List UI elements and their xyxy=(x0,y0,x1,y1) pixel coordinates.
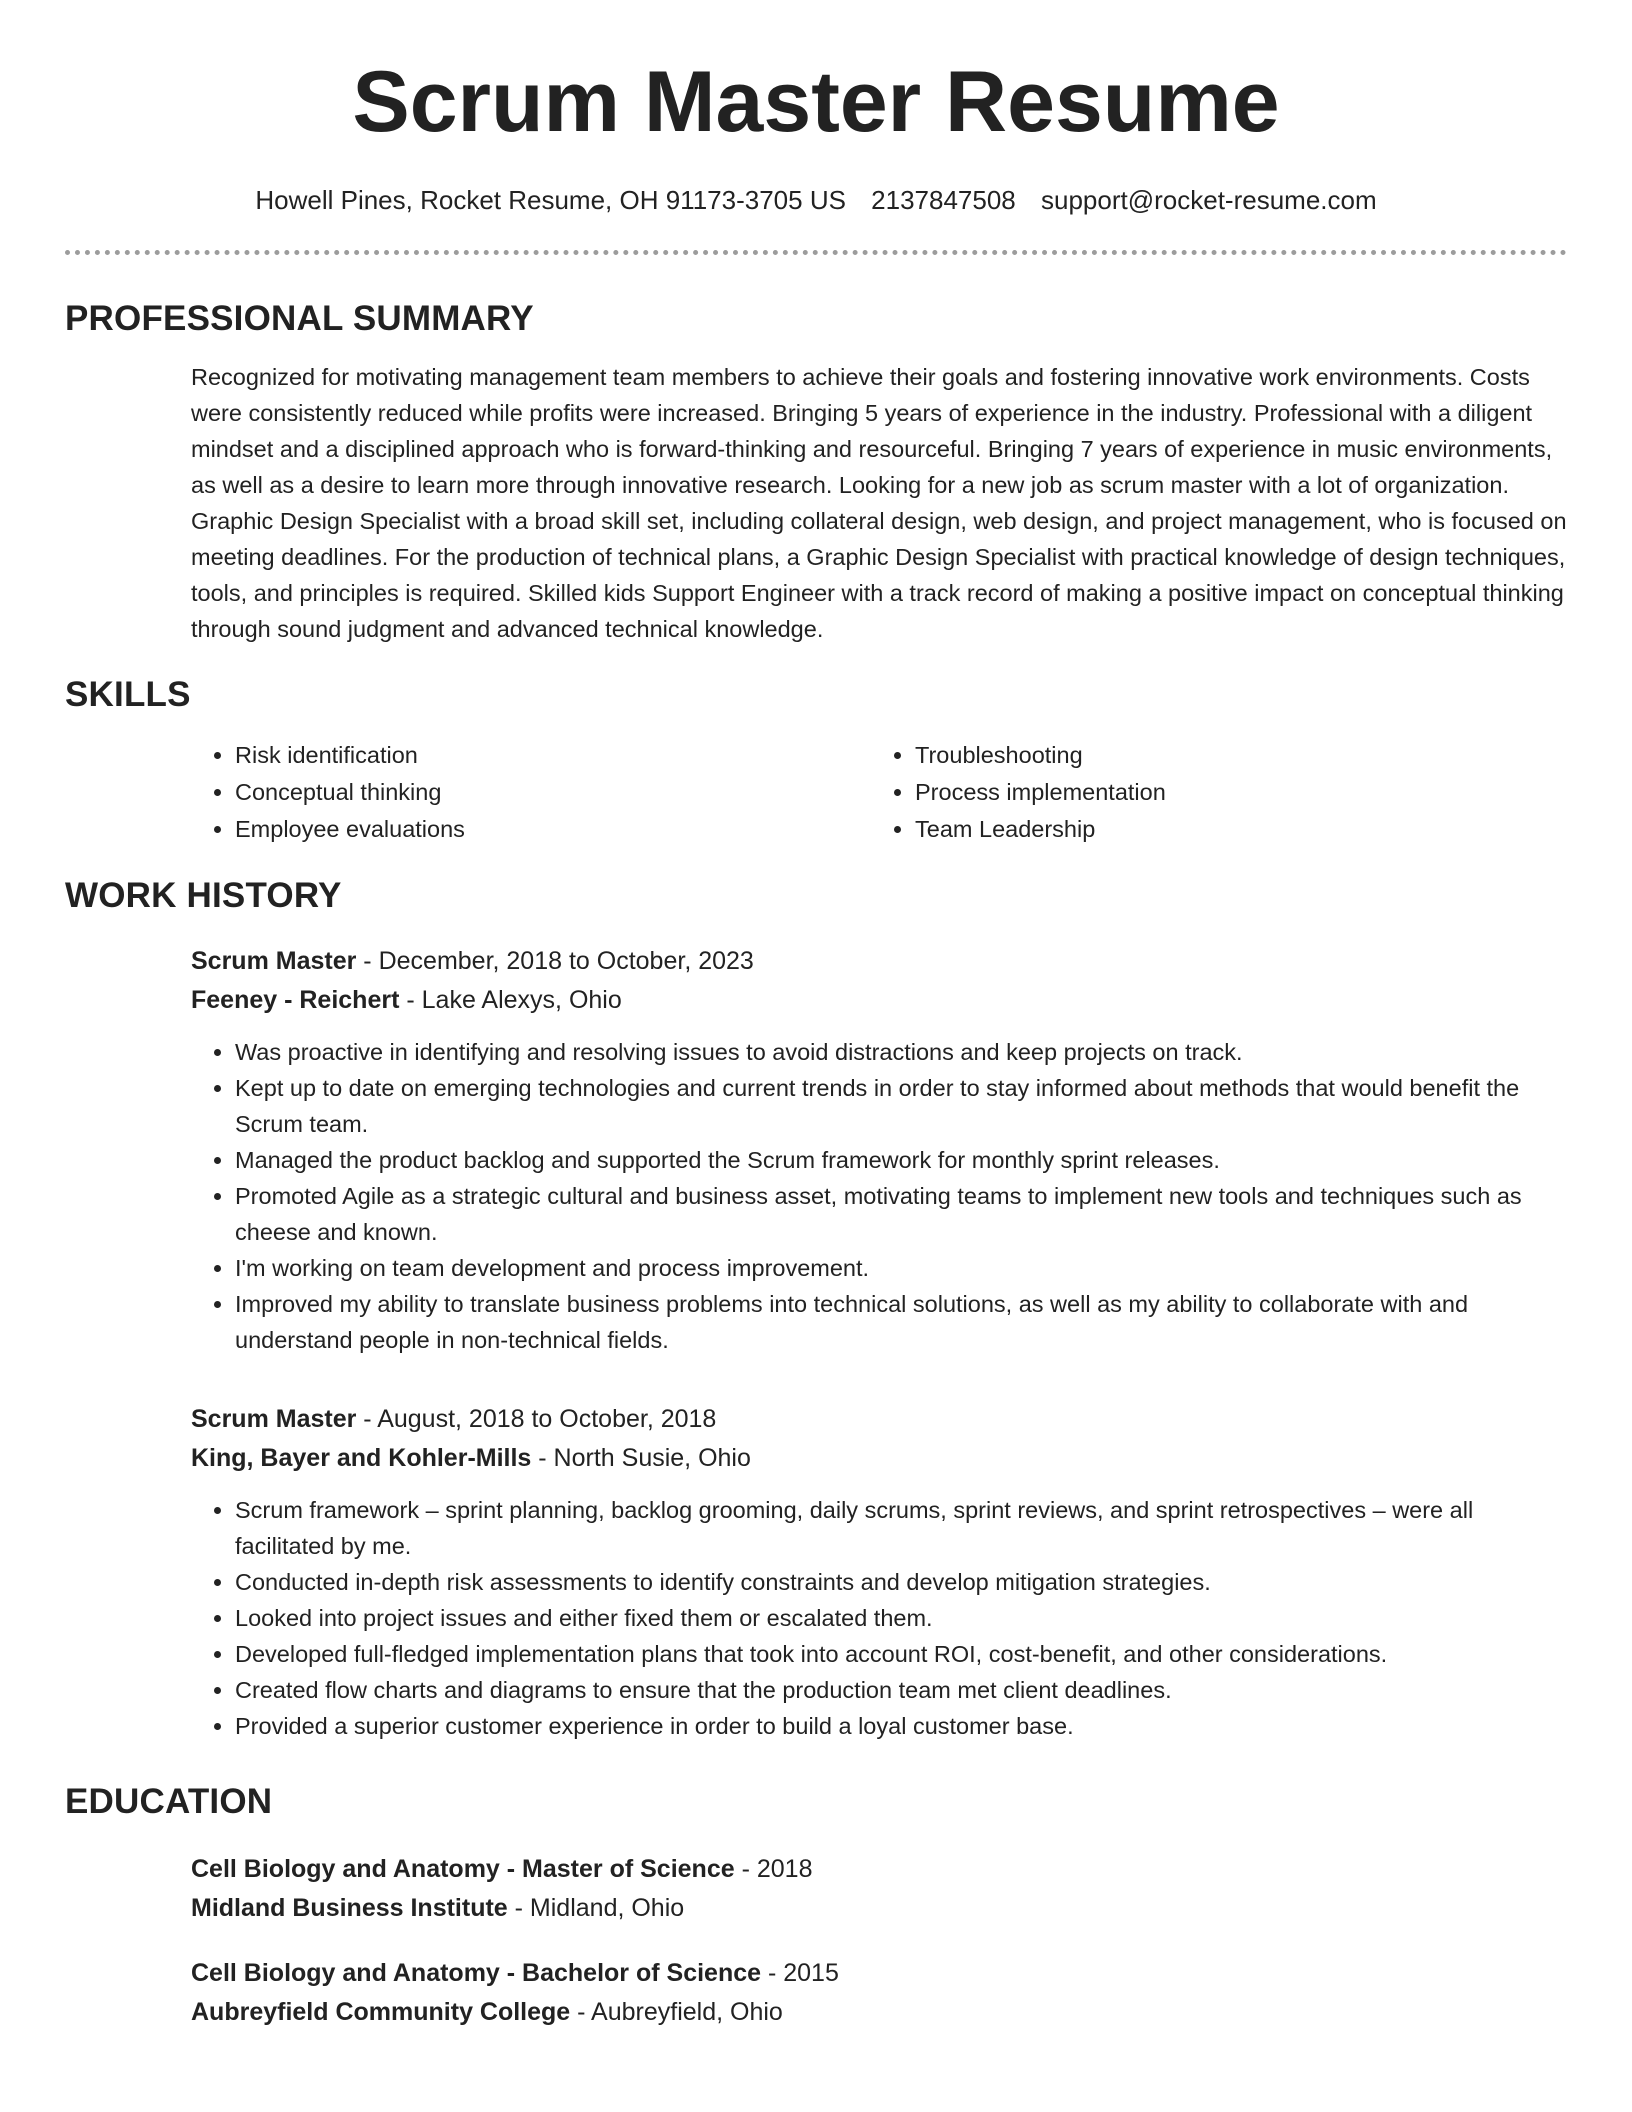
job-bullet: • Provided a superior customer experience in order to build a loyal customer base. xyxy=(235,1708,1567,1744)
job-bullet: • Promoted Agile as a strategic cultural and business asset, motivating teams to implement new tools and techniques such as cheese and known. xyxy=(235,1178,1567,1250)
skills-column-right xyxy=(871,737,1567,848)
education-heading: EDUCATION xyxy=(65,1782,273,1821)
skill-item: • Team Leadership xyxy=(915,811,1567,848)
school-line xyxy=(191,1993,1567,2032)
degree-line xyxy=(191,1850,1567,1889)
skill-item: • Risk identification xyxy=(235,737,871,774)
job-bullets xyxy=(191,1034,1567,1358)
summary-text: Recognized for motivating management team members to achieve their goals and fostering innovative work environments. Costs were consistently reduced while profits were increased. Bringing 5 years of experience in the industry. Professional with a diligent mindset and a disciplined approach who is forward-thinking and resourceful. Bringing 7 years of experience in music environments, as well as a desire to learn more through innovative research. Looking for a new job as scrum master with a lot of organization. Graphic Design Specialist with a broad skill set, including collateral design, web design, and project management, who is focused on meeting deadlines. For the production of technical plans, a Graphic Design Specialist with practical knowledge of design techniques, tools, and principles is required. Skilled kids Support Engineer with a track record of making a positive impact on conceptual thinking through sound judgment and advanced technical knowledge. xyxy=(191,364,1567,642)
school-name: Midland Business Institute xyxy=(191,1894,508,1922)
job-location: - Lake Alexys, Ohio xyxy=(399,986,622,1014)
job-entry xyxy=(191,942,1567,1358)
degree-year: - 2018 xyxy=(734,1855,813,1883)
job-bullet: • Improved my ability to translate business problems into technical solutions, as well as my ability to collaborate with and understand people in non-technical fields. xyxy=(235,1286,1567,1358)
skills-heading: SKILLS xyxy=(65,675,191,714)
degree-name: Cell Biology and Anatomy - Master of Science xyxy=(191,1855,735,1883)
job-company-line xyxy=(191,981,1567,1020)
job-title: Scrum Master xyxy=(191,1405,357,1433)
job-location: - North Susie, Ohio xyxy=(531,1444,751,1472)
job-company: Feeney - Reichert xyxy=(191,986,400,1014)
school-line xyxy=(191,1889,1567,1928)
job-dates: - December, 2018 to October, 2023 xyxy=(356,947,754,975)
summary-heading: PROFESSIONAL SUMMARY xyxy=(65,299,534,338)
skill-item: • Process implementation xyxy=(915,774,1567,811)
school-location: - Midland, Ohio xyxy=(507,1894,685,1922)
school-name: Aubreyfield Community College xyxy=(191,1998,571,2026)
skill-item: • Employee evaluations xyxy=(235,811,871,848)
job-title: Scrum Master xyxy=(191,947,357,975)
contact-line xyxy=(65,180,1567,220)
job-bullets xyxy=(191,1492,1567,1744)
skills-list xyxy=(65,737,1567,848)
education-entry xyxy=(191,1954,1567,2032)
job-bullet: • Developed full-fledged implementation plans that took into account ROI, cost-benefit, and other considerations. xyxy=(235,1636,1567,1672)
job-bullet: • Created flow charts and diagrams to ensure that the production team met client deadlines. xyxy=(235,1672,1567,1708)
education-section xyxy=(65,1850,1567,2032)
job-bullet: • Conducted in-depth risk assessments to identify constraints and develop mitigation strategies. xyxy=(235,1564,1567,1600)
job-entry xyxy=(191,1400,1567,1744)
degree-line xyxy=(191,1954,1567,1993)
job-bullet: • Looked into project issues and either fixed them or escalated them. xyxy=(235,1600,1567,1636)
school-location: - Aubreyfield, Ohio xyxy=(570,1998,783,2026)
contact-email: support@rocket-resume.com xyxy=(1041,185,1377,215)
contact-address: Howell Pines, Rocket Resume, OH 91173-3705 US xyxy=(255,185,846,215)
degree-year: - 2015 xyxy=(761,1959,839,1987)
job-bullet: • Managed the product backlog and supported the Scrum framework for monthly sprint releases. xyxy=(235,1142,1567,1178)
degree-name: Cell Biology and Anatomy - Bachelor of Science xyxy=(191,1959,762,1987)
job-dates: - August, 2018 to October, 2018 xyxy=(356,1405,717,1433)
job-title-line xyxy=(191,942,1567,981)
job-bullet: • Kept up to date on emerging technologies and current trends in order to stay informed about methods that would benefit the Scrum team. xyxy=(235,1070,1567,1142)
skills-column-left xyxy=(191,737,871,848)
work-history-heading: WORK HISTORY xyxy=(65,876,342,915)
job-bullet: • I'm working on team development and process improvement. xyxy=(235,1250,1567,1286)
header-divider xyxy=(65,250,1567,255)
skill-item: • Conceptual thinking xyxy=(235,774,871,811)
summary-section xyxy=(65,359,1567,647)
work-history-section xyxy=(65,942,1567,1744)
skill-item: • Troubleshooting xyxy=(915,737,1567,774)
education-entry xyxy=(191,1850,1567,1928)
resume-title: Scrum Master Resume xyxy=(352,54,1280,150)
job-company-line xyxy=(191,1439,1567,1478)
job-bullet: • Scrum framework – sprint planning, backlog grooming, daily scrums, sprint reviews, and sprint retrospectives – were all facilitated by me. xyxy=(235,1492,1567,1564)
job-bullet: • Was proactive in identifying and resolving issues to avoid distractions and keep projects on track. xyxy=(235,1034,1567,1070)
job-company: King, Bayer and Kohler-Mills xyxy=(191,1444,532,1472)
contact-phone: 2137847508 xyxy=(871,185,1016,215)
job-title-line xyxy=(191,1400,1567,1439)
